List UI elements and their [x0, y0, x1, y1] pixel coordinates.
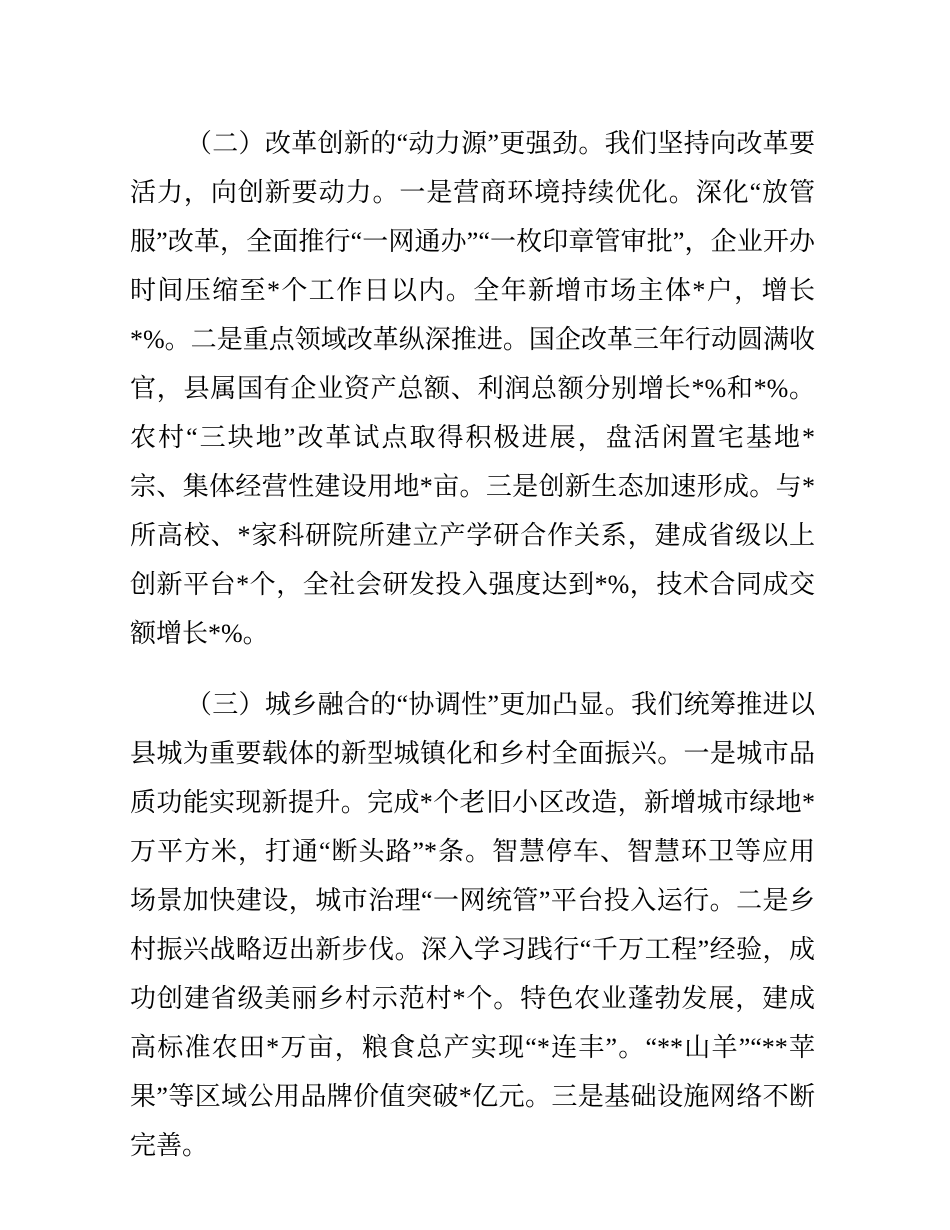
paragraph-section-2-reform-innovation: （二）改革创新的“动力源”更强劲。我们坚持向改革要活力，向创新要动力。一是营商环境持续优化。深化“放管服”改革，全面推行“一网通办”“一枚印章管审批”，企业开办时间压缩至*个工作日以内。全年新增市场主体*户，增长*%。二是重点领域改革纵深推进。国企改革三年行动圆满收官，县属国有企业资产总额、利润总额分别增长*%和*%。农村“三块地”改革试点取得积极进展，盘活闲置宅基地*宗、集体经营性建设用地*亩。三是创新生态加速形成。与*所高校、*家科研院所建立产学研合作关系，建成省级以上创新平台*个，全社会研发投入强度达到*%，技术合同成交额增长*%。	[130, 129, 815, 648]
document-body	[130, 119, 815, 1192]
paragraph-section-3-urban-rural-integration: （三）城乡融合的“协调性”更加凸显。我们统筹推进以县城为重要载体的新型城镇化和乡村全面振兴。一是城市品质功能实现新提升。完成*个老旧小区改造，新增城市绿地*万平方米，打通“断头路”*条。智慧停车、智慧环卫等应用场景加快建设，城市治理“一网统管”平台投入运行。二是乡村振兴战略迈出新步伐。深入学习践行“千万工程”经验，成功创建省级美丽乡村示范村*个。特色农业蓬勃发展，建成高标准农田*万亩，粮食总产实现“*连丰”。“**山羊”“**苹果”等区域公用品牌价值突破*亿元。三是基础设施网络不断完善。	[130, 690, 815, 1160]
